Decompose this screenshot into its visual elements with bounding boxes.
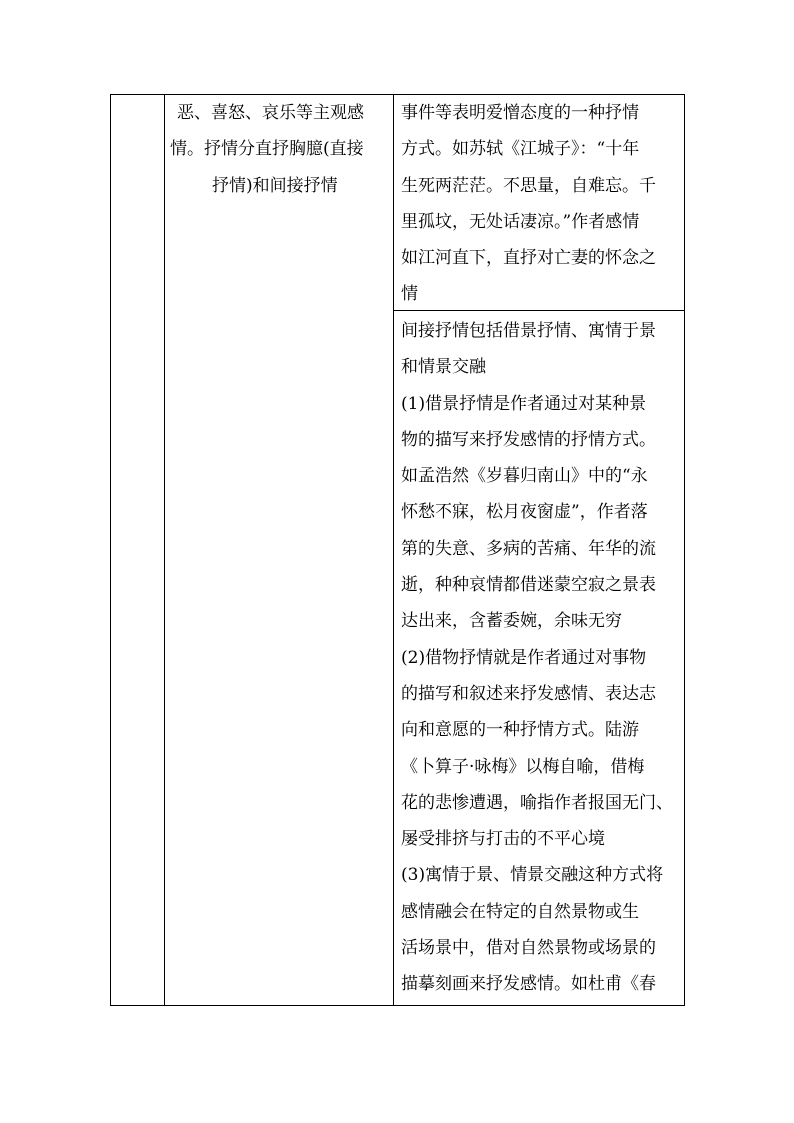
text-line: 的描写和叙述来抒发感情、表达志 xyxy=(401,683,656,704)
text-line: (3)寓情于景、情景交融这种方式将 xyxy=(401,865,664,886)
text-line: (2)借物抒情就是作者通过对事物 xyxy=(401,647,647,668)
text-line: 第的失意、多病的苦痛、年华的流 xyxy=(401,538,656,559)
cell-direct-lyric-example xyxy=(401,95,681,313)
text-line: 达出来，含蓄委婉，余味无穷 xyxy=(401,611,622,632)
text-line: 物的描写来抒发感情的抒情方式。 xyxy=(401,429,656,450)
text-line: 向和意愿的一种抒情方式。陆游 xyxy=(401,720,639,741)
text-line: 恶、喜怒、哀乐等主观感 xyxy=(177,103,364,123)
column-divider-1 xyxy=(164,95,165,1005)
text-line: 生死两茫茫。不思量，自难忘。千 xyxy=(401,175,656,196)
content-table xyxy=(110,94,685,1006)
text-line: 怀愁不寐，松月夜窗虚”，作者落 xyxy=(401,502,648,523)
text-line: 屡受排挤与打击的不平心境 xyxy=(401,829,605,850)
text-line: 情。抒情分直抒胸臆(直接 xyxy=(170,139,364,160)
text-line: 花的悲惨遭遇，喻指作者报国无门、 xyxy=(401,792,673,813)
text-line: 感情融会在特定的自然景物或生 xyxy=(401,901,639,922)
text-line: 方式。如苏轼《江城子》：“十年 xyxy=(401,139,640,160)
text-line: 逝，种种哀情都借迷蒙空寂之景表 xyxy=(401,575,656,596)
text-line: 抒情)和间接抒情 xyxy=(212,175,338,196)
text-line: 里孤坟，无处话凄凉。”作者感情 xyxy=(401,211,640,232)
text-line: 和情景交融 xyxy=(401,357,486,378)
text-line: 间接抒情包括借景抒情、寓情于景 xyxy=(401,321,656,341)
text-line: 事件等表明爱憎态度的一种抒情 xyxy=(401,103,639,123)
text-line: 情 xyxy=(401,284,418,305)
text-line: (1)借景抒情是作者通过对某种景 xyxy=(401,393,647,414)
column-divider-2 xyxy=(393,95,394,1005)
text-line: 描摹刻画来抒发感情。如杜甫《春 xyxy=(401,974,656,995)
text-line: 如江河直下，直抒对亡妻的怀念之 xyxy=(401,248,656,269)
cell-definition xyxy=(167,95,393,204)
text-line: 《卜算子·咏梅》以梅自喻，借梅 xyxy=(401,756,645,777)
cell-indirect-lyric-explanation xyxy=(401,313,681,1003)
text-line: 如孟浩然《岁暮归南山》中的“永 xyxy=(401,466,648,487)
text-line: 活场景中，借对自然景物或场景的 xyxy=(401,938,656,959)
